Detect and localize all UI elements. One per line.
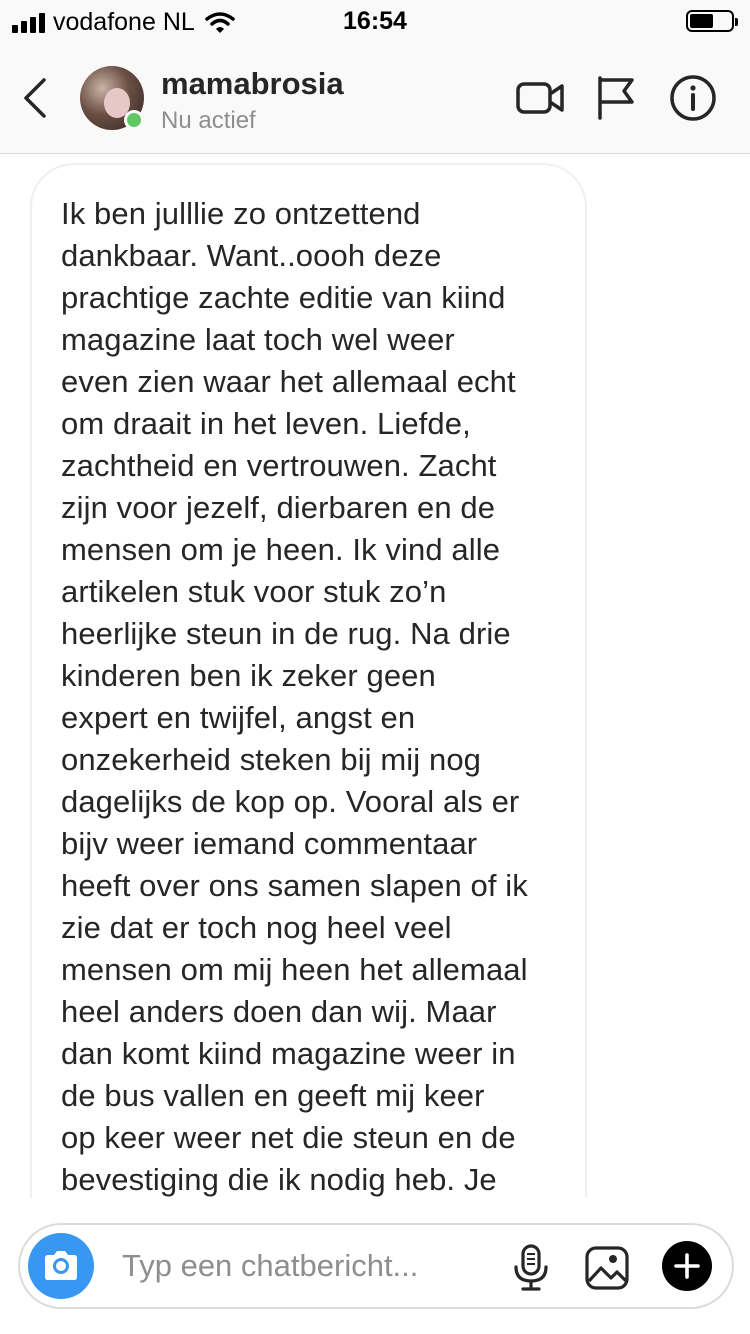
status-bar <box>0 0 750 44</box>
plus-icon <box>662 1241 712 1291</box>
video-camera-icon[interactable] <box>515 74 565 122</box>
username[interactable]: mamabrosia <box>161 66 344 101</box>
composer-area <box>0 1198 750 1334</box>
message-text: Ik ben julllie zo ontzettend dankbaar. Want..oooh deze prachtige zachte editie van kiind magazine laat toch wel weer even zien waar het allemaal echt om draait in het leven. Liefde, zachtheid en vertrouwen. Zacht zijn voor jezelf, dierbaren en de mensen om je heen. Ik vind alle artikelen stuk voor stuk zo’n heerlijke steun in de rug. Na drie kinderen ben ik zeker geen expert en twijfel, angst en onzekerheid steken bij mij nog dagelijks de kop op. Vooral als er bijv weer iemand commentaar heeft over ons samen slapen of ik zie dat er toch nog heel veel mensen om mij heen het allemaal heel anders doen dan wij. Maar dan komt kiind magazine weer in de bus vallen en geeft mij keer op keer weer net die steun en de bevestiging die ik nodig heb. Je <box>61 196 528 1197</box>
flag-icon[interactable] <box>592 74 642 122</box>
battery-icon <box>686 10 734 32</box>
message-input[interactable] <box>122 1243 492 1289</box>
conversation-header <box>0 44 750 154</box>
info-icon[interactable] <box>668 74 718 122</box>
avatar[interactable] <box>80 66 144 130</box>
microphone-icon[interactable] <box>508 1243 554 1293</box>
message-bubble[interactable] <box>30 163 587 1198</box>
message-thread[interactable] <box>0 155 750 1198</box>
gallery-icon[interactable] <box>584 1243 630 1293</box>
clock: 16:54 <box>343 7 407 35</box>
online-status-dot <box>124 110 144 130</box>
back-chevron-icon[interactable] <box>18 76 54 120</box>
message-composer <box>18 1223 734 1309</box>
carrier-name: vodafone NL <box>53 8 195 36</box>
plus-button[interactable] <box>662 1241 712 1291</box>
camera-icon <box>41 1247 81 1285</box>
camera-button[interactable] <box>28 1233 94 1299</box>
presence-status: Nu actief <box>161 107 256 134</box>
